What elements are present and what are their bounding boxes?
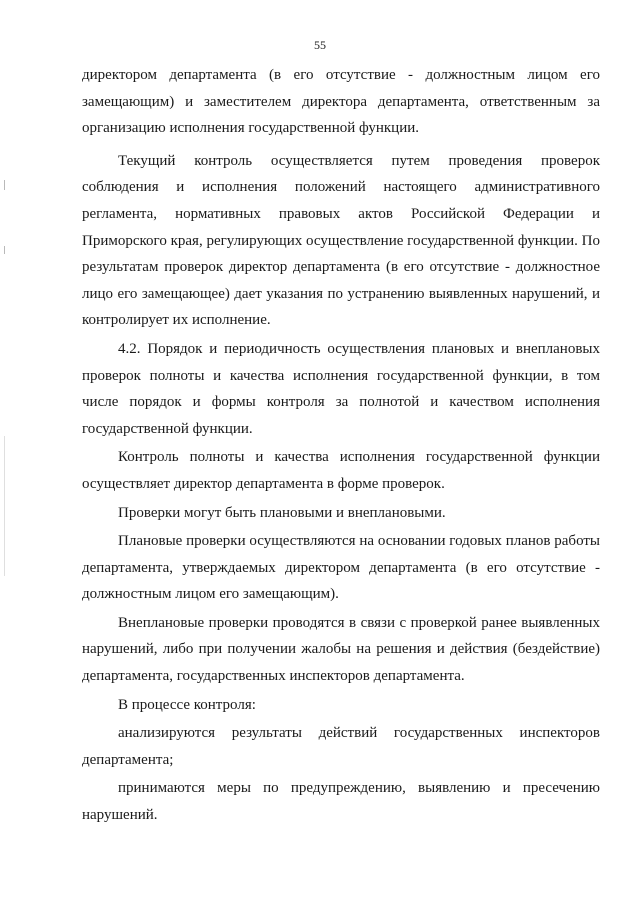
- list-item-analysis: анализируются результаты действий государственных инспекторов департамента;: [82, 725, 600, 768]
- page-number: 55: [314, 38, 326, 52]
- section-heading-4-2: 4.2. Порядок и периодичность осуществления плановых и внеплановых проверок полноты и качества исполнения государственной функции, в том числе порядок и формы контроля за полнотой и качеством исполнения государственной функции.: [82, 340, 600, 437]
- paragraph-inspection-types: Проверки могут быть плановыми и внеплановыми.: [118, 504, 446, 521]
- list-item-measures: принимаются меры по предупреждению, выявлению и пресечению нарушений.: [82, 780, 600, 824]
- scan-edge-mark: [4, 436, 5, 576]
- paragraph-unplanned-inspections: Внеплановые проверки проводятся в связи с проверкой ранее выявленных нарушений, либо при получении жалобы на решения и действия (бездействие) департамента, государственных инспекторов департамента.: [82, 614, 600, 685]
- paragraph-planned-inspections: Плановые проверки осуществляются на основании годовых планов работы департамента, утверждаемых директором департамента (в его отсутствие - должностным лицом его замещающим).: [82, 533, 600, 603]
- scan-edge-mark: [4, 180, 5, 190]
- paragraph-quality-control: Контроль полноты и качества исполнения государственной функции осуществляет директор департамента в форме проверок.: [82, 449, 600, 492]
- paragraph-current-control: Текущий контроль осуществляется путем проведения проверок соблюдения и исполнения положений настоящего административного регламента, нормативных правовых актов Российской Федерации и Приморского края, регулирующих осуществление государственной функции. По результатам проверок директор департамента (в его отсутствие - должностное лицо его замещающее) дает указания по устранению выявленных нарушений, и контролирует их исполнение.: [82, 152, 600, 329]
- paragraph-control-process: В процессе контроля:: [118, 696, 256, 713]
- paragraph-continuation: директором департамента (в его отсутствие - должностным лицом его замещающим) и заместителем директора департамента, ответственным за организацию исполнения государственной функции.: [82, 67, 600, 137]
- document-body: [82, 62, 600, 829]
- scan-edge-mark: [4, 246, 5, 254]
